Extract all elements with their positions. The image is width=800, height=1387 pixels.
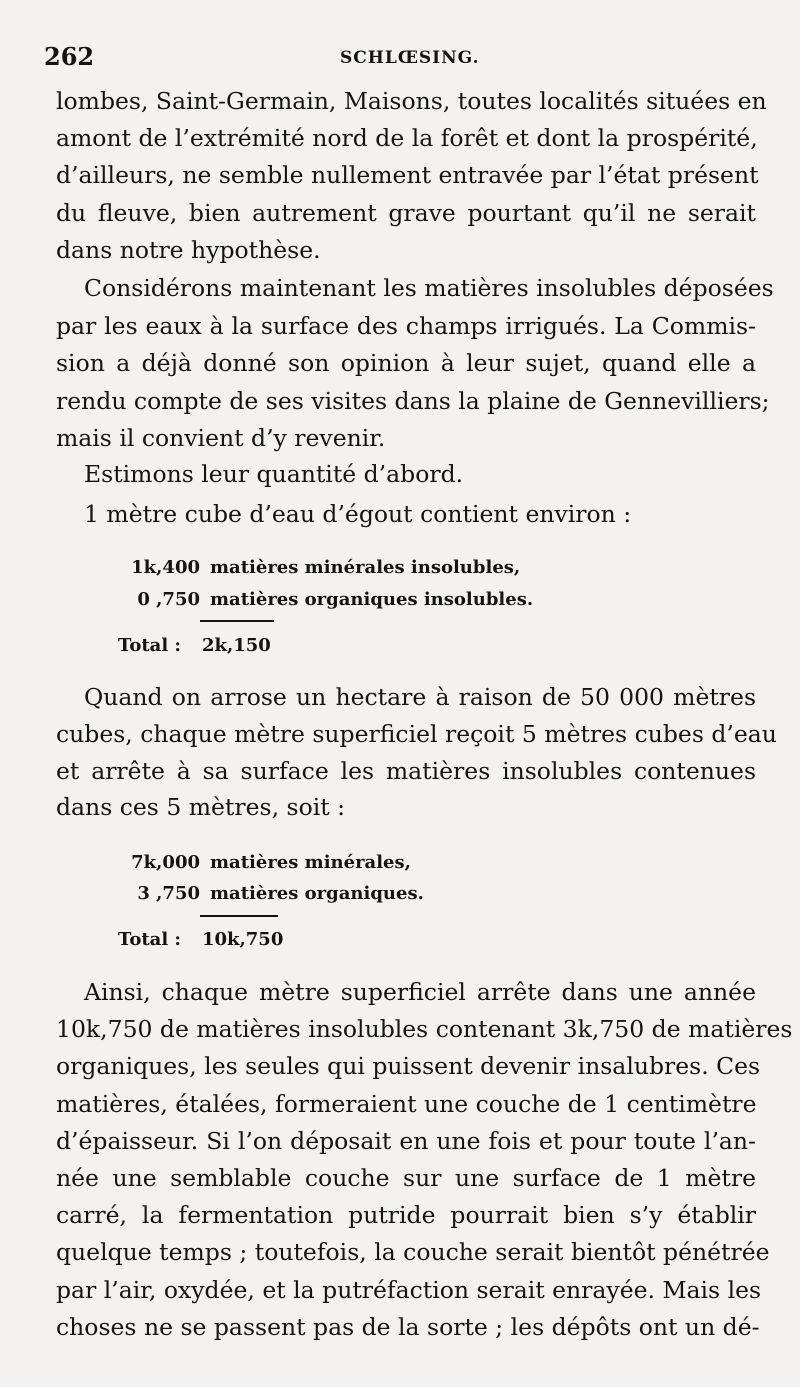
table-row [128,557,520,578]
text-line: par l’air, oxydée, et la putréfaction serait enrayée. Mais les [56,1276,762,1304]
text-line: Ainsi, chaque mètre superficiel arrête dans une année [84,978,756,1006]
total-rule [200,620,274,622]
total-rule [200,915,278,917]
table-total [118,929,283,950]
text-line: amont de l’extrémité nord de la forêt et dont la prospérité, [56,124,758,152]
table-value: 1k,400 [131,557,200,578]
total-value: 10k,750 [202,929,284,950]
text-line: Estimons leur quantité d’abord. [84,460,464,488]
table-row [128,883,424,904]
table-row [128,852,411,873]
text-line: Quand on arrose un hectare à raison de 50 000 mètres [84,683,756,711]
text-line: d’épaisseur. Si l’on déposait en une fois et pour toute l’an- [56,1127,756,1155]
total-label: Total : [118,929,182,950]
table-label: matières organiques insolubles. [210,589,534,610]
text-line: Considérons maintenant les matières insolubles déposées [84,274,774,302]
table-label: matières minérales insolubles, [210,557,521,578]
text-line: sion a déjà donné son opinion à leur sujet, quand elle a [56,349,756,377]
text-line: du fleuve, bien autrement grave pourtant qu’il ne serait [56,199,756,227]
text-line: d’ailleurs, ne semble nullement entravée par l’état présent [56,161,759,189]
table-total [118,635,271,656]
text-line: organiques, les seules qui puissent devenir insalubres. Ces [56,1052,761,1080]
total-label: Total : [118,635,182,656]
text-line: lombes, Saint-Germain, Maisons, toutes localités situées en [56,87,767,115]
table-value: 0 ,750 [137,589,200,610]
text-line: 10k,750 de matières insolubles contenant 3k,750 de matières [56,1015,793,1043]
text-line: par les eaux à la surface des champs irrigués. La Commis- [56,312,756,340]
text-line: carré, la fermentation putride pourrait bien s’y établir [56,1201,756,1229]
running-head: SCHLŒSING. [340,48,480,68]
text-line: dans ces 5 mètres, soit : [56,793,346,821]
text-line: née une semblable couche sur une surface de 1 mètre [56,1164,756,1192]
page-number: 262 [44,42,95,71]
text-line: quelque temps ; toutefois, la couche serait bientôt pénétrée [56,1238,770,1266]
text-line: mais il convient d’y revenir. [56,424,386,452]
text-line: choses ne se passent pas de la sorte ; les dépôts ont un dé- [56,1313,760,1341]
page-header [44,42,764,78]
text-line: et arrête à sa surface les matières insolubles contenues [56,757,756,785]
text-line: rendu compte de ses visites dans la plaine de Gennevilliers; [56,387,770,415]
text-line: dans notre hypothèse. [56,236,321,264]
table-value: 7k,000 [131,852,200,873]
text-line: 1 mètre cube d’eau d’égout contient environ : [84,500,632,528]
total-value: 2k,150 [202,635,271,656]
table-value: 3 ,750 [137,883,200,904]
text-line: matières, étalées, formeraient une couche de 1 centimètre [56,1090,757,1118]
table-label: matières minérales, [210,852,411,873]
text-line: cubes, chaque mètre superficiel reçoit 5 mètres cubes d’eau [56,720,777,748]
table-row [128,589,533,610]
table-label: matières organiques. [210,883,424,904]
